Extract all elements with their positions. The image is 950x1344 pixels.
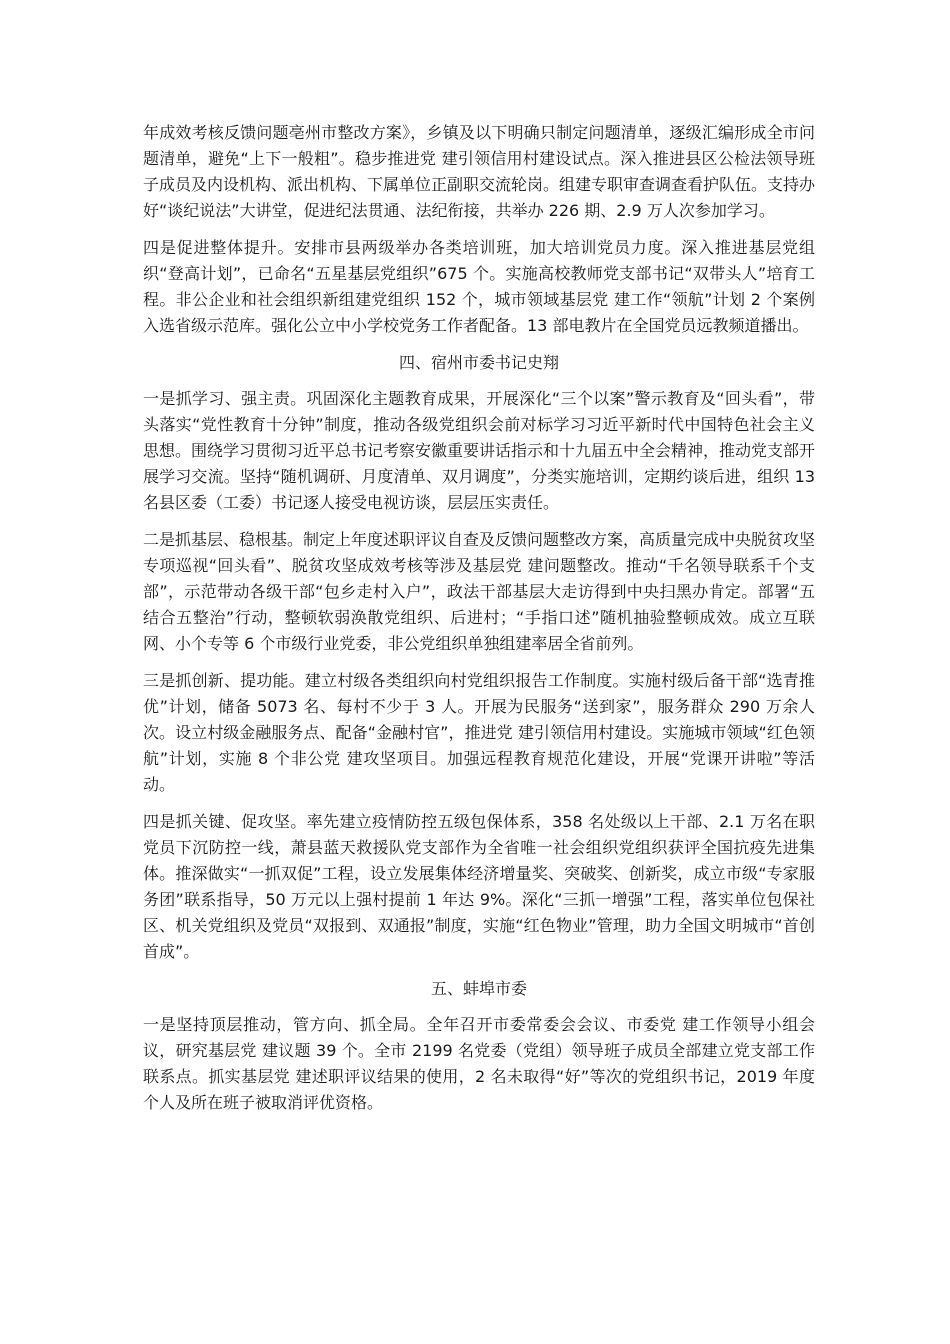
paragraph-suzhou-1: 一是抓学习、强主责。巩固深化主题教育成果，开展深化“三个以案”警示教育及“回头看”，带头落实“党性教育十分钟”制度，推动各级党组织会前对标学习习近平新时代中国特色社会主义思想。围绕学习贯彻习近平总书记考察安徽重要讲话指示和十九届五中全会精神，推动党支部开展学习交流。坚持“随机调研、月度清单、双月调度”，分类实施培训，定期约谈后进，组织 13 名县区委（工委）书记逐人接受电视访谈，层层压实责任。	[143, 389, 816, 512]
paragraph-suzhou-3: 三是抓创新、提功能。建立村级各类组织向村党组织报告工作制度。实施村级后备干部“选青推优”计划，储备 5073 名、每村不少于 3 人。开展为民服务“送到家”，服务群众 290 万余人次。设立村级金融服务点、配备“金融村官”，推进党 建引领信用村建设。实施城市领域“红色领航”计划，实施 8 个非公党 建攻坚项目。加强远程教育规范化建设，开展“党课开讲啦”等活动。	[143, 671, 815, 794]
paragraph-suzhou-2: 二是抓基层、稳根基。制定上年度述职评议自查及反馈问题整改方案，高质量完成中央脱贫攻坚专项巡视“回头看”、脱贫攻坚成效考核等涉及基层党 建问题整改。推动“千名领导联系千个支部”，示范带动各级干部“包乡走村入户”，政法干部基层大走访得到中央扫黑办肯定。部署“五结合五整治”行动，整顿软弱涣散党组织、后进村；“手指口述”随机抽验整顿成效。成立互联网、小个专等 6 个市级行业党委，非公党组织单独组建率居全省前列。	[143, 530, 816, 653]
section-heading-bengbu: 五、蚌埠市委	[430, 979, 527, 998]
paragraph-bengbu-1: 一是坚持顶层推动，管方向、抓全局。全年召开市委常委会会议、市委党 建工作领导小组会议，研究基层党 建议题 39 个。全市 2199 名党委（党组）领导班子成员全部建立党支部工作联系点。抓实基层党 建述职评议结果的使用，2 名未取得“好”等次的党组织书记，2019 年度个人及所在班子被取消评优资格。	[143, 1015, 815, 1112]
paragraph-continued-intro: 年成效考核反馈问题亳州市整改方案》，乡镇及以下明确只制定问题清单，逐级汇编形成全市问题清单，避免“上下一般粗”。稳步推进党 建引领信用村建设试点。深入推进县区公检法领导班子成员及内设机构、派出机构、下属单位正副职交流轮岗。组建专职审查调查看护队伍。支持办好“谈纪说法”大讲堂，促进纪法贯通、法纪衔接，共举办 226 期、2.9 万人次参加学习。	[143, 123, 816, 220]
section-heading-suzhou: 四、宿州市委书记史翔	[398, 353, 559, 372]
document-page	[143, 120, 815, 1127]
paragraph-suzhou-4: 四是抓关键、促攻坚。率先建立疫情防控五级包保体系，358 名处级以上干部、2.1 万名在职党员下沉防控一线，萧县蓝天救援队党支部作为全省唯一社会组织党组织获评全国抗疫先进集体。推深做实“一抓双促”工程，设立发展集体经济增量奖、突破奖、创新奖，成立市级“专家服务团”联系指导，50 万元以上强村提前 1 年达 9%。深化“三抓一增强”工程，落实单位包保社区、机关党组织及党员“双报到、双通报”制度，实施“红色物业”管理，助力全国文明城市“首创首成”。	[143, 812, 815, 961]
paragraph-promote-improvement: 四是促进整体提升。安排市县两级举办各类培训班，加大培训党员力度。深入推进基层党组织“登高计划”，已命名“五星基层党组织”675 个。实施高校教师党支部书记“双带头人”培育工程。非公企业和社会组织新组建党组织 152 个，城市领域基层党 建工作“领航”计划 2 个案例入选省级示范库。强化公立中小学校党务工作者配备。13 部电教片在全国党员远教频道播出。	[143, 238, 815, 335]
